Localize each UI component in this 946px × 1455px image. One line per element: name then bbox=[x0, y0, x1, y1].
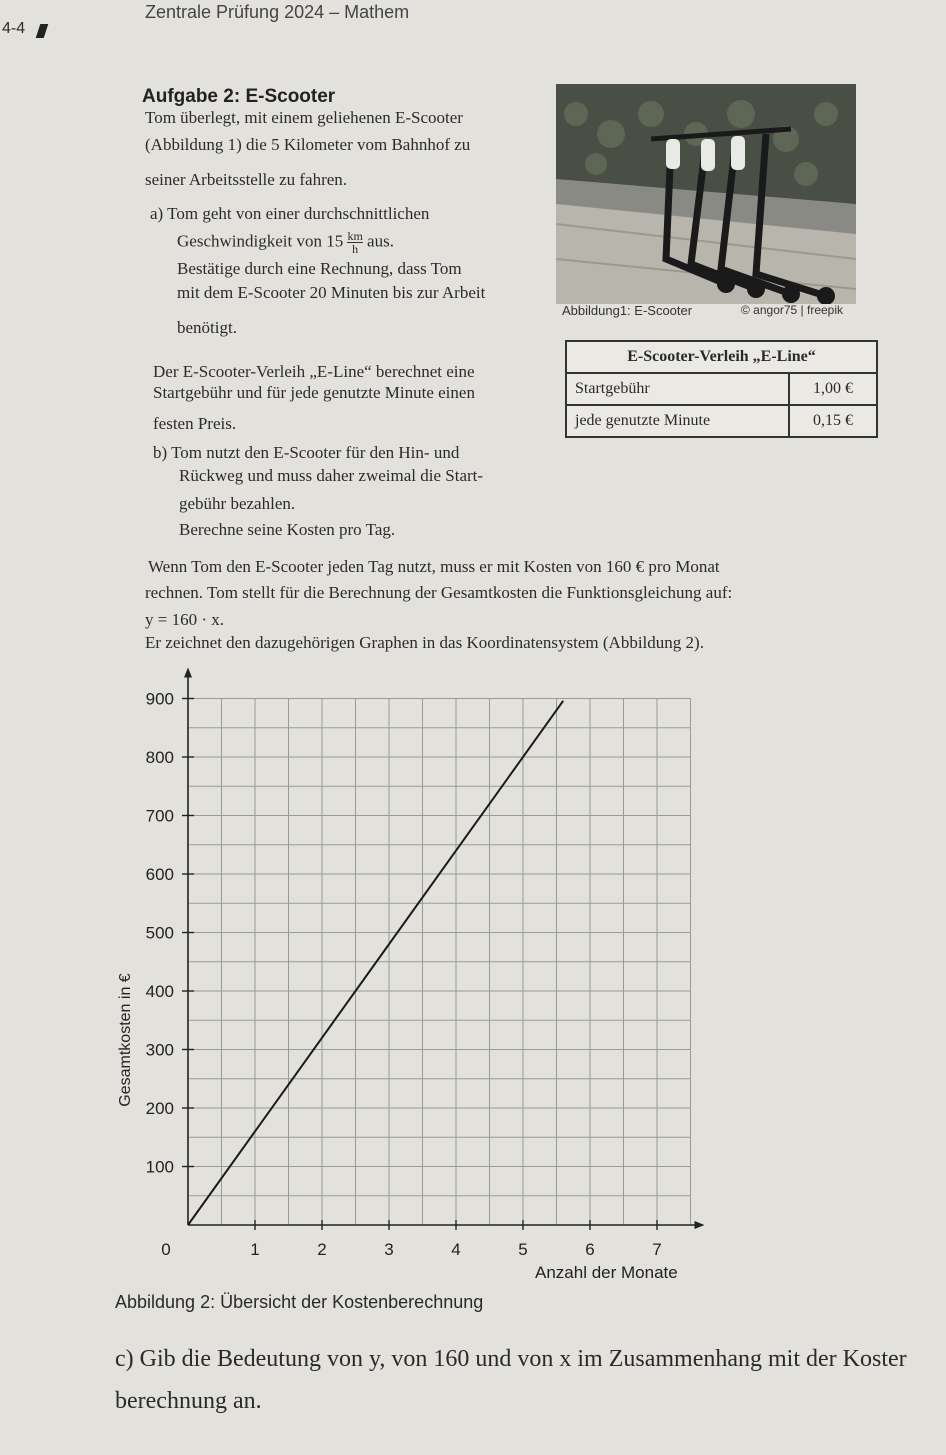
y-tick-label: 800 bbox=[145, 748, 174, 767]
y-tick-label: 300 bbox=[145, 1040, 174, 1060]
y-tick-label: 200 bbox=[145, 1099, 174, 1118]
x-tick-label: 4 bbox=[451, 1240, 461, 1259]
intro-line: (Abbildung 1) die 5 Kilometer vom Bahnhof zu bbox=[145, 135, 471, 154]
task-title: Aufgabe 2: E-Scooter bbox=[142, 86, 336, 107]
chart-axes bbox=[184, 668, 705, 1230]
table-header-row bbox=[566, 341, 877, 373]
figure1-credit: © angor75 | freepik bbox=[741, 303, 844, 317]
chart-series bbox=[188, 701, 563, 1225]
monthly-line: Er zeichnet den dazugehörigen Graphen in das Koordinatensystem (Abbildung 2). bbox=[145, 633, 704, 652]
y-tick-label: 400 bbox=[145, 982, 174, 1001]
intro-line: seiner Arbeitsstelle zu fahren. bbox=[145, 170, 348, 189]
y-axis-label: Gesamtkosten in € bbox=[117, 973, 134, 1107]
monthly-line: Wenn Tom den E-Scooter jeden Tag nutzt, muss er mit Kosten von 160 € pro Monat bbox=[148, 557, 720, 576]
scooter-illustration bbox=[556, 84, 856, 304]
part-b-line: b) Tom nutzt den E-Scooter für den Hin- und bbox=[153, 443, 460, 462]
table-header: E-Scooter-Verleih „E-Line“ bbox=[566, 341, 877, 373]
chart-ticks bbox=[146, 690, 662, 1260]
y-tick-label: 700 bbox=[145, 806, 174, 826]
y-tick-label: 900 bbox=[145, 689, 174, 709]
figure1-caption: Abbildung1: E-Scooter bbox=[562, 303, 693, 318]
intro-line: Tom überlegt, mit einem geliehenen E-Scooter bbox=[145, 108, 463, 127]
pencil-icon bbox=[36, 24, 49, 38]
rental-line: Der E-Scooter-Verleih „E-Line“ berechnet eine bbox=[153, 362, 475, 381]
y-axis-arrow bbox=[184, 668, 192, 678]
x-tick-label: 3 bbox=[384, 1240, 394, 1259]
monthly-line: rechnen. Tom stellt für die Berechnung der Gesamtkosten die Funktionsgleichung auf: bbox=[145, 583, 733, 602]
x-axis-arrow bbox=[695, 1221, 705, 1229]
table-cell-value: 0,15 € bbox=[789, 405, 877, 437]
table-row bbox=[566, 405, 877, 437]
y-tick-label: 100 bbox=[145, 1157, 174, 1177]
scooter-photo bbox=[556, 84, 856, 304]
monthly-line: y = 160 · x. bbox=[145, 610, 224, 629]
x-tick-label: 2 bbox=[317, 1240, 327, 1259]
x-axis-label: Anzahl der Monate bbox=[535, 1263, 678, 1282]
x-tick-label: 5 bbox=[518, 1240, 528, 1259]
rental-line: festen Preis. bbox=[153, 414, 237, 433]
part-a-line: mit dem E-Scooter 20 Minuten bis zur Arbeit bbox=[177, 283, 486, 302]
part-a-line: a) Tom geht von einer durchschnittlichen bbox=[150, 204, 430, 223]
price-table bbox=[565, 340, 878, 438]
x-tick-label: 1 bbox=[250, 1240, 260, 1259]
unit-denominator: h bbox=[352, 242, 359, 256]
x-tick-label: 7 bbox=[652, 1240, 662, 1259]
x-tick-label: 0 bbox=[161, 1240, 171, 1259]
part-b-line: Rückweg und muss daher zweimal die Start- bbox=[179, 466, 484, 485]
part-a-text: Geschwindigkeit von 15 bbox=[177, 231, 344, 251]
x-tick-label: 6 bbox=[585, 1240, 595, 1259]
y-tick-label: 600 bbox=[145, 865, 174, 884]
unit-fraction bbox=[347, 230, 362, 255]
figure2-caption: Abbildung 2: Übersicht der Kostenberechnung bbox=[115, 1292, 484, 1312]
rental-line: Startgebühr und für jede genutzte Minute einen bbox=[153, 383, 475, 402]
table-cell-label: jede genutzte Minute bbox=[566, 405, 789, 437]
part-c-line: berechnung an. bbox=[115, 1388, 262, 1414]
part-b-line: gebühr bezahlen. bbox=[179, 494, 296, 513]
part-a-line: Bestätige durch eine Rechnung, dass Tom bbox=[177, 259, 462, 278]
part-a-line bbox=[177, 230, 394, 255]
table-cell-label: Startgebühr bbox=[566, 373, 789, 405]
chart-grid bbox=[188, 699, 691, 1226]
table-row bbox=[566, 373, 877, 405]
unit-numerator: km bbox=[347, 229, 363, 243]
table-cell-value: 1,00 € bbox=[789, 373, 877, 405]
part-a-text: aus. bbox=[367, 231, 394, 251]
part-a-line: benötigt. bbox=[177, 318, 237, 337]
page-code: 4-4 bbox=[2, 20, 26, 37]
part-b-line: Berechne seine Kosten pro Tag. bbox=[179, 520, 396, 539]
part-c-line: c) Gib die Bedeutung von y, von 160 und von x im Zusammenhang mit der Koster bbox=[115, 1346, 907, 1372]
y-tick-label: 500 bbox=[145, 923, 174, 943]
series-line-cost bbox=[188, 701, 563, 1225]
cost-chart bbox=[100, 660, 720, 1290]
header-title: Zentrale Prüfung 2024 – Mathem bbox=[145, 2, 410, 22]
